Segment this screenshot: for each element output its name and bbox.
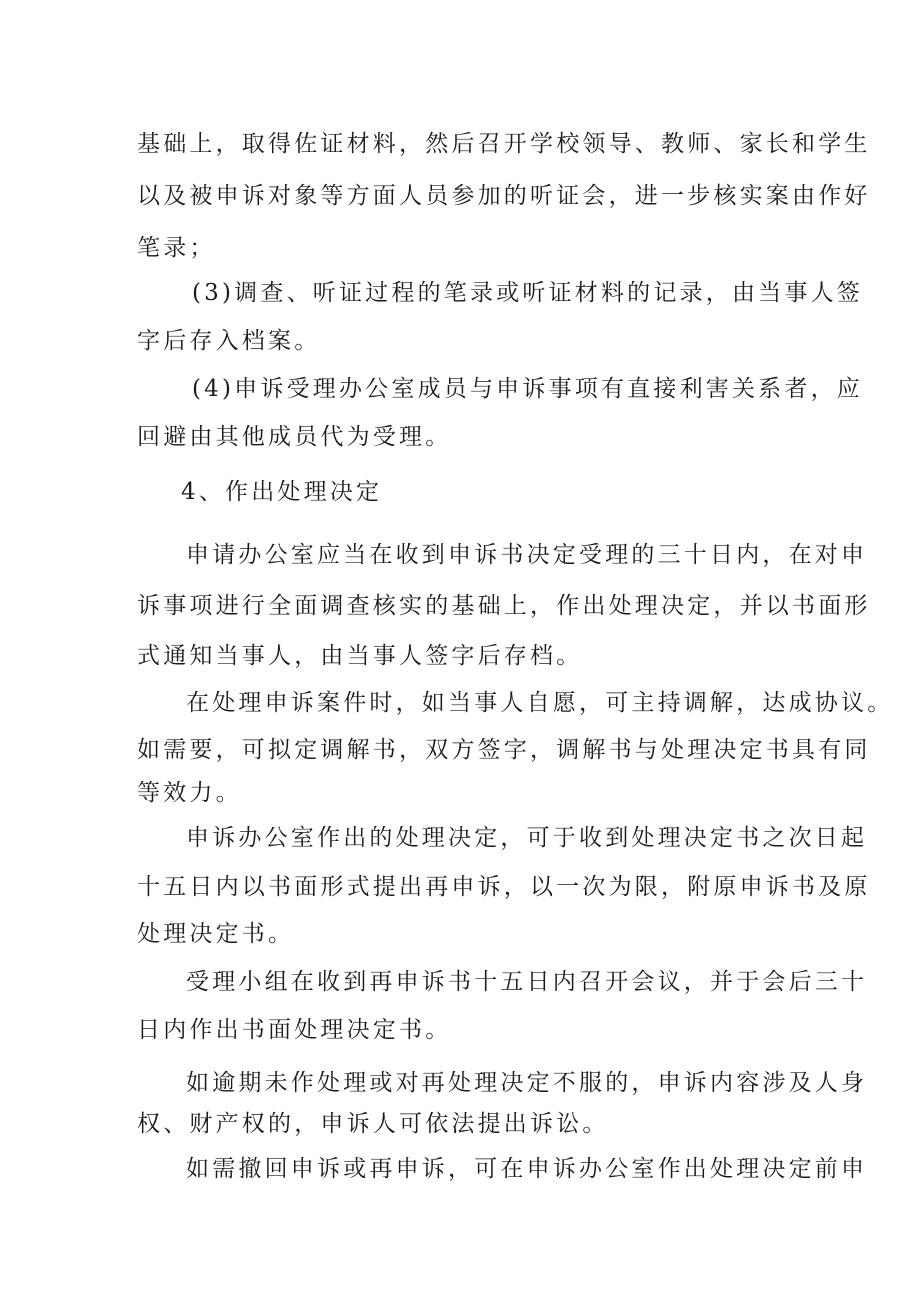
text-line: 如需撤回申诉或再申诉，可在申诉办公室作出处理决定前申	[186, 1156, 868, 1182]
text-line: 等效力。	[137, 780, 242, 806]
text-line: 回避由其他成员代为受理。	[137, 424, 452, 450]
text-line: (3)调查、听证过程的笔录或听证材料的记录，由当事人签	[192, 280, 863, 306]
text-line: 字后存入档案。	[137, 328, 321, 354]
text-line: 处理决定书。	[137, 921, 295, 947]
section-heading: 4、作出处理决定	[181, 479, 383, 505]
text-line: 日内作出书面处理决定书。	[137, 1017, 452, 1043]
text-line: 十五日内以书面形式提出再申诉，以一次为限，附原申诉书及原	[137, 874, 871, 900]
text-line: (4)申诉受理办公室成员与申诉事项有直接利害关系者，应	[192, 376, 863, 402]
text-line: 权、财产权的，申诉人可依法提出诉讼。	[137, 1111, 609, 1137]
text-line: 基础上，取得佐证材料，然后召开学校领导、教师、家长和学生	[137, 131, 871, 157]
text-line: 如需要，可拟定调解书，双方签字，调解书与处理决定书具有同	[137, 737, 871, 763]
text-line: 受理小组在收到再申诉书十五日内召开会议，并于会后三十	[186, 969, 868, 995]
text-line: 以及被申诉对象等方面人员参加的听证会，进一步核实案由作好	[137, 183, 871, 209]
text-line: 如逾期未作处理或对再处理决定不服的，申诉内容涉及人身	[186, 1070, 868, 1096]
text-line: 诉事项进行全面调查核实的基础上，作出处理决定，并以书面形	[137, 593, 871, 619]
text-line: 笔录；	[137, 235, 216, 261]
text-line: 申诉办公室作出的处理决定，可于收到处理决定书之次日起	[186, 825, 868, 851]
text-line: 申请办公室应当在收到申诉书决定受理的三十日内，在对申	[186, 542, 868, 568]
text-line: 式通知当事人，由当事人签字后存档。	[137, 643, 583, 669]
text-line: 在处理申诉案件时，如当事人自愿，可主持调解，达成协议。	[186, 690, 894, 716]
